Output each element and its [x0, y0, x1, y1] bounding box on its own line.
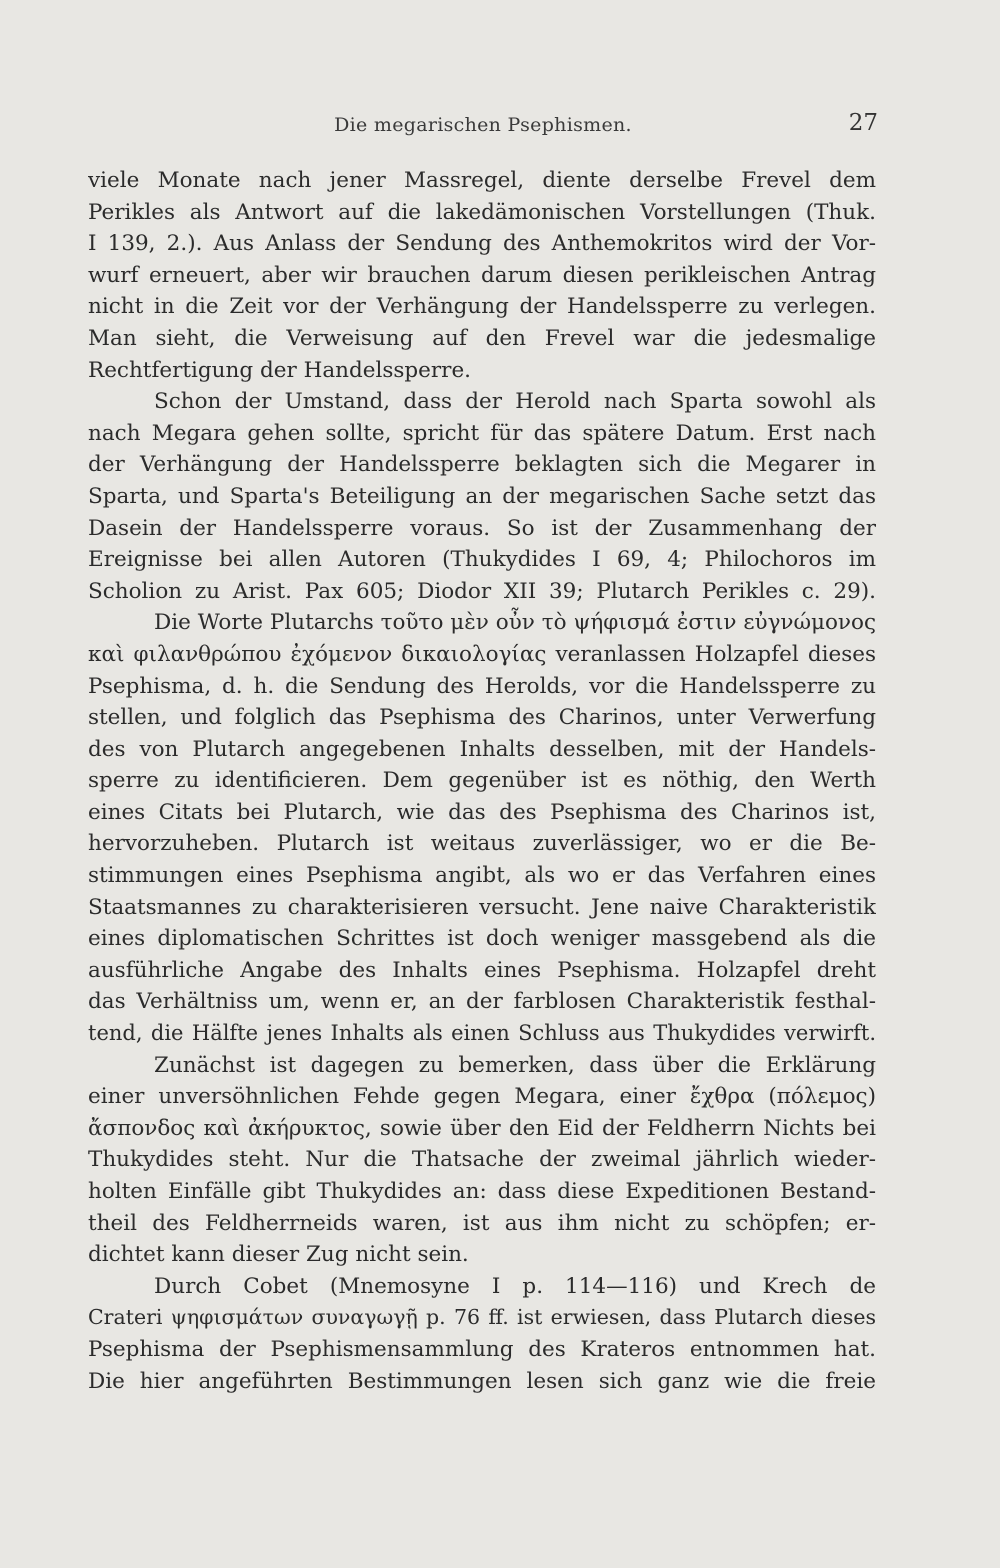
text-line: Durch Cobet (Mnemosyne I p. 114—116) und Krech de [154, 1273, 876, 1299]
text-line: nach Megara gehen sollte, spricht für das spätere Datum. Erst nach [88, 420, 876, 446]
text-line: eines diplomatischen Schrittes ist doch weniger massgebend als die [88, 926, 876, 952]
text-line: theil des Feldherrneids waren, ist aus ihm nicht zu schöpfen; er- [88, 1210, 876, 1236]
text-line: καὶ φιλανθρώπου ἐχόμενον δικαιολογίας veranlassen Holzapfel dieses [88, 641, 876, 667]
paragraph [88, 1271, 876, 1397]
text-line: stellen, und folglich das Psephisma des Charinos, unter Verwerfung [88, 705, 876, 731]
page-number: 27 [848, 110, 878, 136]
text-line: hervorzuheben. Plutarch ist weitaus zuverlässiger, wo er die Be- [88, 831, 876, 857]
text-line: ausführliche Angabe des Inhalts eines Psephisma. Holzapfel dreht [88, 957, 876, 983]
text-line: Schon der Umstand, dass der Herold nach Sparta sowohl als [154, 389, 876, 415]
paragraph [88, 607, 876, 1049]
text-line: einer unversöhnlichen Fehde gegen Megara, einer ἔχθρα (πόλεμος) [88, 1084, 876, 1110]
text-line: Rechtfertigung der Handelssperre. [88, 357, 472, 383]
text-line: dichtet kann dieser Zug nicht sein. [88, 1242, 469, 1268]
text-line: Die hier angeführten Bestimmungen lesen sich ganz wie die freie [88, 1368, 876, 1394]
text-line: Zunächst ist dagegen zu bemerken, dass über die Erklärung [154, 1052, 876, 1078]
page-header [88, 108, 878, 144]
text-line: Thukydides steht. Nur die Thatsache der zweimal jährlich wieder- [88, 1147, 876, 1173]
paragraph [88, 165, 876, 386]
text-line: Die Worte Plutarchs τοῦτο μὲν οὖν τὸ ψήφισμά ἐστιν εὐγνώμονος [154, 610, 876, 636]
text-line: viele Monate nach jener Massregel, diente derselbe Frevel dem [88, 168, 876, 193]
text-line: nicht in die Zeit vor der Verhängung der Handelssperre zu verlegen. [88, 294, 876, 320]
text-line: Crateri ψηφισμάτων συναγωγῇ p. 76 ff. ist erwiesen, dass Plutarch dieses [88, 1305, 876, 1330]
text-line: Scholion zu Arist. Pax 605; Diodor XII 39; Plutarch Perikles c. 29). [88, 578, 876, 604]
text-line: Staatsmannes zu charakterisieren versucht. Jene naive Charakteristik [88, 894, 876, 920]
text-line: wurf erneuert, aber wir brauchen darum diesen perikleischen Antrag [88, 262, 876, 288]
text-line: Psephisma, d. h. die Sendung des Herolds, vor die Handelssperre zu [88, 673, 876, 699]
text-line: sperre zu identificieren. Dem gegenüber ist es nöthig, den Werth [88, 768, 876, 794]
text-line: Perikles als Antwort auf die lakedämonischen Vorstellungen (Thuk. [88, 199, 876, 225]
text-line: Sparta, und Sparta's Beteiligung an der megarischen Sache setzt das [88, 483, 876, 509]
paragraph [88, 386, 876, 607]
text-line: tend, die Hälfte jenes Inhalts als einen Schluss aus Thukydides verwirft. [88, 1021, 876, 1046]
text-line: Ereignisse bei allen Autoren (Thukydides I 69, 4; Philochoros im [88, 547, 876, 573]
text-line: des von Plutarch angegebenen Inhalts desselben, mit der Handels- [88, 736, 876, 762]
text-line: ἄσπονδος καὶ ἀκήρυκτος, sowie über den Eid der Feldherrn Nichts bei [88, 1115, 876, 1141]
text-line: stimmungen eines Psephisma angibt, als wo er das Verfahren eines [88, 863, 876, 889]
text-line: I 139, 2.). Aus Anlass der Sendung des Anthemokritos wird der Vor- [88, 231, 876, 257]
text-line: das Verhältniss um, wenn er, an der farblosen Charakteristik festhal- [88, 989, 876, 1015]
paragraph [88, 1050, 876, 1271]
text-line: holten Einfälle gibt Thukydides an: dass diese Expeditionen Bestand- [88, 1179, 876, 1204]
text-line: eines Citats bei Plutarch, wie das des Psephisma des Charinos ist, [88, 799, 876, 825]
text-line: Psephisma der Psephismensammlung des Krateros entnommen hat. [88, 1336, 876, 1362]
body-text [88, 165, 876, 1397]
text-line: Man sieht, die Verweisung auf den Frevel war die jedesmalige [88, 325, 876, 351]
text-line: der Verhängung der Handelssperre beklagten sich die Megarer in [88, 452, 876, 478]
running-title: Die megarischen Psephismen. [334, 114, 632, 136]
text-line: Dasein der Handelssperre voraus. So ist der Zusammenhang der [88, 515, 876, 541]
